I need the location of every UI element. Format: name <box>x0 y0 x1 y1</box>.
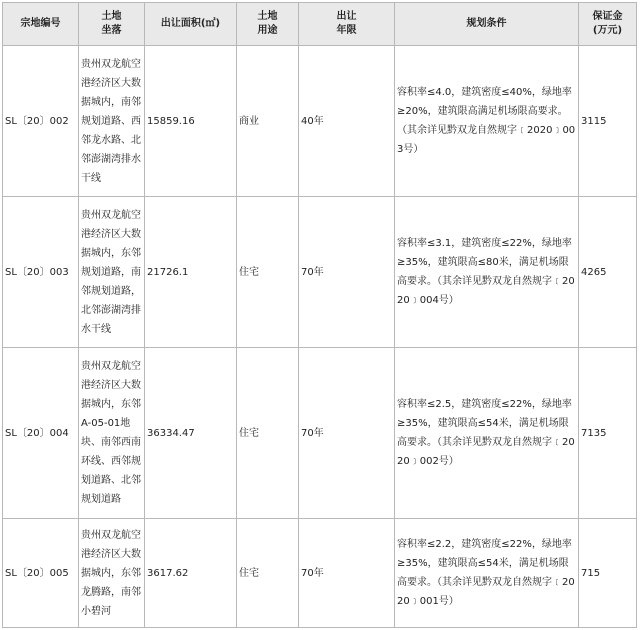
deposit-cell: 7135 <box>579 348 637 519</box>
header-use <box>237 3 299 46</box>
term-cell: 70年 <box>299 519 395 628</box>
area-cell: 3617.62 <box>145 519 237 628</box>
location-cell: 贵州双龙航空港经济区大数据城内，东邻龙腾路，南邻小碧河 <box>79 519 145 628</box>
table-row <box>3 519 637 628</box>
header-parcel-no-text: 宗地编号 <box>20 18 61 29</box>
conditions-cell: 容积率≤4.0，建筑密度≤40%，绿地率≥20%，建筑限高满足机场限高要求。（其余详见黔双龙自然规字﹝2020﹞003号） <box>395 46 579 197</box>
term-cell: 70年 <box>299 348 395 519</box>
parcel-no-cell: SL〔20〕002 <box>3 46 79 197</box>
use-cell: 住宅 <box>237 519 299 628</box>
header-conditions <box>395 3 579 46</box>
parcel-no-cell: SL〔20〕004 <box>3 348 79 519</box>
header-term-line1: 出让 <box>336 11 357 22</box>
deposit-cell: 715 <box>579 519 637 628</box>
term-cell: 70年 <box>299 197 395 348</box>
header-location <box>79 3 145 46</box>
header-area <box>145 3 237 46</box>
header-location-line1: 土地 <box>101 11 122 22</box>
table-row <box>3 348 637 519</box>
conditions-cell: 容积率≤3.1，建筑密度≤22%，绿地率≥35%，建筑限高≤80米，满足机场限高要求。（其余详见黔双龙自然规字﹝2020﹞004号） <box>395 197 579 348</box>
location-cell: 贵州双龙航空港经济区大数据城内，东邻A-05-01地块、南邻西南环线、西邻规划道路、北邻规划道路 <box>79 348 145 519</box>
location-cell: 贵州双龙航空港经济区大数据城内，南邻规划道路、西邻龙水路、北邻澎湖湾排水干线 <box>79 46 145 197</box>
header-location-line2: 坐落 <box>101 25 122 36</box>
table-row <box>3 46 637 197</box>
deposit-cell: 3115 <box>579 46 637 197</box>
table-row <box>3 197 637 348</box>
header-term-line2: 年限 <box>336 25 357 36</box>
header-use-line2: 用途 <box>257 25 278 36</box>
header-row <box>3 3 637 46</box>
deposit-cell: 4265 <box>579 197 637 348</box>
area-cell: 15859.16 <box>145 46 237 197</box>
area-cell: 21726.1 <box>145 197 237 348</box>
use-cell: 住宅 <box>237 348 299 519</box>
header-deposit <box>579 3 637 46</box>
header-deposit-line2: (万元) <box>592 25 623 36</box>
header-use-line1: 土地 <box>257 11 278 22</box>
parcel-no-cell: SL〔20〕003 <box>3 197 79 348</box>
term-cell: 40年 <box>299 46 395 197</box>
conditions-cell: 容积率≤2.2，建筑密度≤22%，绿地率≥35%，建筑限高≤54米，满足机场限高要求。（其余详见黔双龙自然规字﹝2020﹞001号） <box>395 519 579 628</box>
header-conditions-text: 规划条件 <box>466 18 507 29</box>
use-cell: 商业 <box>237 46 299 197</box>
parcel-no-cell: SL〔20〕005 <box>3 519 79 628</box>
header-term <box>299 3 395 46</box>
use-cell: 住宅 <box>237 197 299 348</box>
header-parcel-no <box>3 3 79 46</box>
land-transfer-table <box>2 2 637 628</box>
header-area-text: 出让面积(㎡) <box>160 18 221 29</box>
location-cell: 贵州双龙航空港经济区大数据城内，东邻规划道路，南邻规划道路，北邻澎湖湾排水干线 <box>79 197 145 348</box>
header-deposit-line1: 保证金 <box>592 11 623 22</box>
conditions-cell: 容积率≤2.5，建筑密度≤22%，绿地率≥35%，建筑限高≤54米，满足机场限高要求。（其余详见黔双龙自然规字﹝2020﹞002号） <box>395 348 579 519</box>
area-cell: 36334.47 <box>145 348 237 519</box>
